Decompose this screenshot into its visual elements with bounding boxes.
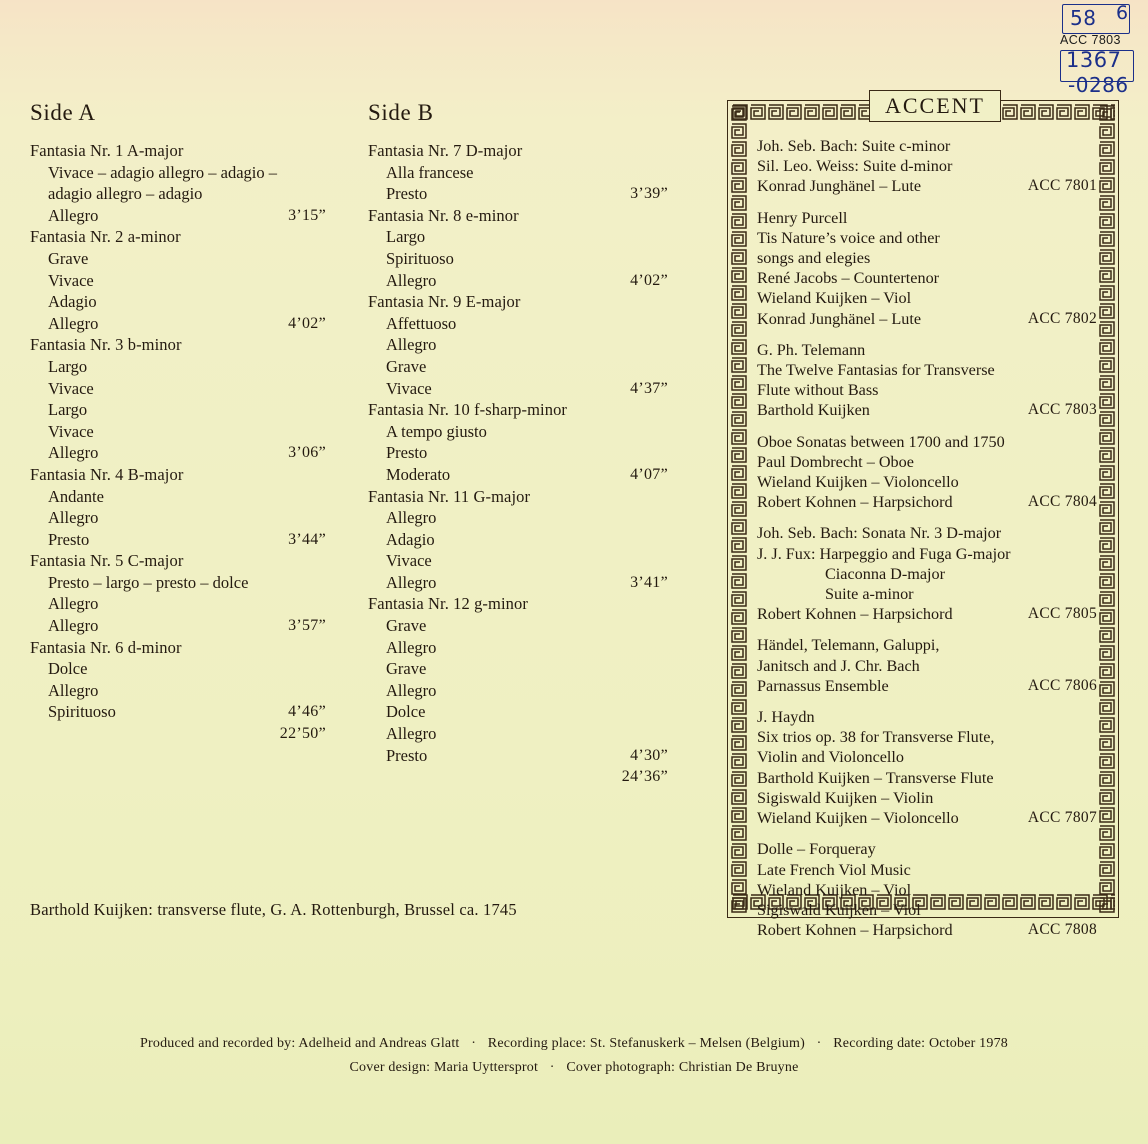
track-line bbox=[30, 680, 350, 702]
catalog-text: Ciaconna D-major bbox=[825, 564, 946, 583]
catalog-number: ACC 7807 bbox=[1027, 809, 1097, 827]
catalog-line bbox=[757, 380, 1097, 400]
track-line bbox=[368, 140, 668, 162]
track-duration: 4’02” bbox=[288, 314, 326, 332]
track-line bbox=[30, 464, 350, 486]
track-line bbox=[368, 680, 668, 702]
catalog-line bbox=[757, 400, 1097, 420]
movement-name: Vivace bbox=[386, 551, 432, 571]
catalog-line bbox=[757, 860, 1097, 880]
produced-by: Produced and recorded by: Adelheid and Andreas Glatt bbox=[140, 1036, 460, 1051]
movement-name: Largo bbox=[48, 356, 88, 376]
catalog-text: Händel, Telemann, Galuppi, bbox=[757, 636, 940, 655]
catalog-line bbox=[757, 768, 1097, 788]
catalog-line bbox=[757, 309, 1097, 329]
movement-name: Grave bbox=[48, 248, 89, 268]
catalog-entry bbox=[757, 136, 1097, 197]
work-title: Fantasia Nr. 11 G-major bbox=[368, 486, 531, 506]
catalog-line bbox=[757, 156, 1097, 176]
greek-key-border-left bbox=[730, 104, 748, 914]
work-title: Fantasia Nr. 1 A-major bbox=[30, 141, 184, 160]
work-title: Fantasia Nr. 7 D-major bbox=[368, 141, 523, 160]
handwritten-number-1367: 1367 bbox=[1066, 48, 1122, 72]
catalog-line bbox=[757, 564, 1097, 584]
catalog-text: Robert Kohnen – Harpsichord bbox=[757, 493, 953, 512]
movement-name: Allegro bbox=[48, 616, 99, 636]
recording-date: Recording date: October 1978 bbox=[833, 1036, 1008, 1051]
catalog-entry bbox=[757, 432, 1097, 513]
credit-separator-1: · bbox=[471, 1036, 477, 1051]
catalog-line bbox=[757, 635, 1097, 655]
track-line bbox=[30, 291, 350, 313]
catalog-text: The Twelve Fantasias for Transverse bbox=[757, 361, 995, 380]
catalog-line bbox=[757, 208, 1097, 228]
catalog-line bbox=[757, 808, 1097, 828]
catalog-text: Janitsch and J. Chr. Bach bbox=[757, 656, 920, 675]
catalog-text: Wieland Kuijken – Violoncello bbox=[757, 473, 959, 492]
catalog-entry bbox=[757, 707, 1097, 828]
movement-name: Vivace – adagio allegro – adagio – bbox=[48, 162, 278, 182]
movement-name: Allegro bbox=[386, 572, 437, 592]
catalog-line bbox=[757, 544, 1097, 564]
catalog-number: ACC 7804 bbox=[1027, 493, 1097, 511]
catalog-number: ACC 7808 bbox=[1027, 921, 1097, 939]
movement-name: Presto bbox=[386, 184, 428, 204]
movement-name: adagio allegro – adagio bbox=[48, 184, 203, 204]
track-line bbox=[368, 291, 668, 313]
work-title: Fantasia Nr. 3 b-minor bbox=[30, 335, 182, 355]
credits-line-2 bbox=[0, 1056, 1148, 1080]
catalog-text: Robert Kohnen – Harpsichord bbox=[757, 921, 953, 940]
track-duration: 4’02” bbox=[630, 271, 668, 289]
track-line bbox=[368, 356, 668, 378]
catalog-entry bbox=[757, 208, 1097, 329]
work-title: Fantasia Nr. 4 B-major bbox=[30, 464, 184, 484]
accent-catalog-list bbox=[757, 136, 1097, 951]
movement-name: Alla francese bbox=[386, 162, 474, 182]
catalog-text: songs and elegies bbox=[757, 249, 871, 268]
track-duration: 3’41” bbox=[630, 573, 668, 591]
track-line bbox=[368, 205, 668, 227]
movement-name: Adagio bbox=[48, 292, 97, 312]
catalog-text: Robert Kohnen – Harpsichord bbox=[757, 605, 953, 624]
track-line bbox=[368, 615, 668, 637]
catalog-text: Dolle – Forqueray bbox=[757, 840, 876, 859]
catalog-text: Wieland Kuijken – Violoncello bbox=[757, 809, 959, 828]
track-line bbox=[30, 529, 350, 551]
catalog-line bbox=[757, 839, 1097, 859]
catalog-line bbox=[757, 452, 1097, 472]
track-line bbox=[30, 140, 350, 162]
cover-design: Cover design: Maria Uyttersprot bbox=[349, 1060, 539, 1075]
printed-catalog-code: ACC 7803 bbox=[1060, 33, 1121, 47]
work-title: Fantasia Nr. 5 C-major bbox=[30, 551, 184, 571]
movement-name: Presto bbox=[386, 443, 428, 463]
track-line bbox=[368, 442, 668, 464]
movement-name: Allegro bbox=[386, 637, 437, 657]
work-title: Fantasia Nr. 2 a-minor bbox=[30, 227, 181, 247]
track-line bbox=[368, 745, 668, 767]
track-duration: 3’06” bbox=[288, 444, 326, 462]
work-title: Fantasia Nr. 10 f-sharp-minor bbox=[368, 400, 568, 420]
track-line bbox=[30, 334, 350, 356]
movement-name: Moderato bbox=[386, 464, 451, 484]
track-line bbox=[368, 486, 668, 508]
catalog-line bbox=[757, 492, 1097, 512]
track-duration: 4’07” bbox=[630, 465, 668, 483]
catalog-text: Barthold Kuijken – Transverse Flute bbox=[757, 768, 994, 787]
track-line bbox=[368, 421, 668, 443]
track-line bbox=[368, 723, 668, 745]
track-line bbox=[30, 399, 350, 421]
work-title: Fantasia Nr. 9 E-major bbox=[368, 292, 521, 312]
catalog-text: Paul Dombrecht – Oboe bbox=[757, 452, 914, 471]
cover-photograph: Cover photograph: Christian De Bruyne bbox=[566, 1060, 799, 1075]
catalog-entry bbox=[757, 523, 1097, 624]
catalog-line bbox=[757, 676, 1097, 696]
track-duration: 3’39” bbox=[630, 185, 668, 203]
track-line bbox=[30, 270, 350, 292]
movement-name: Allegro bbox=[48, 313, 99, 333]
credit-separator-3: · bbox=[549, 1060, 555, 1075]
movement-name: Grave bbox=[386, 356, 427, 376]
track-line bbox=[368, 464, 668, 486]
movement-name: A tempo giusto bbox=[386, 421, 487, 441]
recording-place: Recording place: St. Stefanuskerk – Melsen (Belgium) bbox=[487, 1036, 805, 1051]
track-duration: 4’46” bbox=[288, 703, 326, 721]
catalog-text: Henry Purcell bbox=[757, 208, 848, 227]
catalog-entry bbox=[757, 839, 1097, 940]
track-line bbox=[368, 701, 668, 723]
catalog-text: Parnassus Ensemble bbox=[757, 676, 889, 695]
track-line bbox=[30, 507, 350, 529]
catalog-text: Konrad Junghänel – Lute bbox=[757, 309, 922, 328]
movement-name: Allegro bbox=[48, 680, 99, 700]
movement-name: Affettuoso bbox=[386, 313, 457, 333]
track-line bbox=[30, 572, 350, 594]
performer-instrument-note: Barthold Kuijken: transverse flute, G. A. Rottenburgh, Brussel ca. 1745 bbox=[30, 900, 517, 919]
track-line bbox=[30, 205, 350, 227]
track-line bbox=[30, 421, 350, 443]
catalog-text: Suite a-minor bbox=[825, 585, 914, 604]
movement-name: Adagio bbox=[386, 529, 435, 549]
movement-name: Allegro bbox=[48, 508, 99, 528]
track-line bbox=[30, 637, 350, 659]
track-line bbox=[30, 183, 350, 205]
movement-name: Vivace bbox=[48, 378, 94, 398]
track-line bbox=[30, 615, 350, 637]
catalog-text: Tis Nature’s voice and other bbox=[757, 228, 940, 247]
track-line bbox=[30, 226, 350, 248]
track-line bbox=[368, 334, 668, 356]
catalog-text: Violin and Violoncello bbox=[757, 748, 905, 767]
movement-name: Allegro bbox=[48, 443, 99, 463]
catalog-text: Oboe Sonatas between 1700 and 1750 bbox=[757, 432, 1005, 451]
catalog-line bbox=[757, 584, 1097, 604]
catalog-text: G. Ph. Telemann bbox=[757, 340, 866, 359]
track-line bbox=[368, 226, 668, 248]
catalog-number: ACC 7802 bbox=[1027, 309, 1097, 327]
track-line bbox=[368, 270, 668, 292]
movement-name: Largo bbox=[386, 227, 426, 247]
side-b-title: Side B bbox=[368, 100, 434, 125]
side-b-tracklist bbox=[368, 140, 668, 766]
track-line bbox=[368, 183, 668, 205]
handwritten-number-58: 58 bbox=[1070, 6, 1097, 30]
track-duration: 3’44” bbox=[288, 530, 326, 548]
production-credits bbox=[0, 1032, 1148, 1080]
catalog-text: Joh. Seb. Bach: Suite c-minor bbox=[757, 137, 951, 155]
track-line bbox=[30, 486, 350, 508]
track-duration: 3’15” bbox=[288, 206, 326, 224]
catalog-number: ACC 7806 bbox=[1027, 676, 1097, 694]
work-title: Fantasia Nr. 12 g-minor bbox=[368, 594, 528, 614]
track-line bbox=[368, 399, 668, 421]
movement-name: Allegro bbox=[386, 335, 437, 355]
track-line bbox=[368, 162, 668, 184]
movement-name: Dolce bbox=[48, 659, 88, 679]
catalog-number: ACC 7803 bbox=[1027, 401, 1097, 419]
catalog-line bbox=[757, 176, 1097, 196]
track-line bbox=[368, 550, 668, 572]
handwritten-number-6: 6 bbox=[1116, 2, 1129, 24]
catalog-text: Wieland Kuijken – Viol bbox=[757, 289, 912, 308]
handwritten-number-0286: -0286 bbox=[1068, 73, 1129, 97]
catalog-line bbox=[757, 523, 1097, 543]
movement-name: Spirituoso bbox=[386, 248, 454, 268]
movement-name: Presto – largo – presto – dolce bbox=[48, 572, 249, 592]
side-a-tracklist bbox=[30, 140, 350, 723]
catalog-line bbox=[757, 472, 1097, 492]
track-line bbox=[368, 572, 668, 594]
catalog-text: Wieland Kuijken – Viol bbox=[757, 880, 912, 899]
catalog-entry bbox=[757, 635, 1097, 696]
catalog-text: Late French Viol Music bbox=[757, 860, 911, 879]
track-duration: 4’37” bbox=[630, 379, 668, 397]
accent-logo: ACCENT bbox=[869, 90, 1001, 122]
catalog-line bbox=[757, 656, 1097, 676]
catalog-text: Flute without Bass bbox=[757, 381, 879, 400]
accent-catalog-panel bbox=[727, 93, 1119, 940]
work-title: Fantasia Nr. 8 e-minor bbox=[368, 205, 519, 225]
track-line bbox=[30, 550, 350, 572]
track-line bbox=[30, 658, 350, 680]
movement-name: Allegro bbox=[386, 724, 437, 744]
movement-name: Dolce bbox=[386, 702, 426, 722]
greek-key-border-right bbox=[1098, 104, 1116, 914]
movement-name: Vivace bbox=[48, 421, 94, 441]
track-line bbox=[30, 248, 350, 270]
catalog-text: Sil. Leo. Weiss: Suite d-minor bbox=[757, 157, 953, 176]
catalog-line bbox=[757, 707, 1097, 727]
catalog-text: J. J. Fux: Harpeggio and Fuga G-major bbox=[757, 544, 1011, 563]
catalog-text: Sigiswald Kuijken – Viol bbox=[757, 900, 921, 919]
catalog-text: Konrad Junghänel – Lute bbox=[757, 177, 922, 196]
catalog-text: Barthold Kuijken bbox=[757, 401, 870, 420]
track-duration: 4’30” bbox=[630, 746, 668, 764]
catalog-line bbox=[757, 604, 1097, 624]
track-line bbox=[30, 378, 350, 400]
movement-name: Andante bbox=[48, 486, 104, 506]
catalog-line bbox=[757, 340, 1097, 360]
movement-name: Allegro bbox=[48, 594, 99, 614]
catalog-line bbox=[757, 228, 1097, 248]
catalog-entry bbox=[757, 340, 1097, 421]
track-line bbox=[30, 442, 350, 464]
track-line bbox=[368, 658, 668, 680]
movement-name: Presto bbox=[386, 745, 428, 765]
movement-name: Vivace bbox=[386, 378, 432, 398]
catalog-text: J. Haydn bbox=[757, 708, 815, 727]
side-b-column bbox=[368, 100, 668, 788]
catalog-line bbox=[757, 900, 1097, 920]
movement-name: Spirituoso bbox=[48, 702, 116, 722]
track-line bbox=[30, 356, 350, 378]
catalog-number: ACC 7801 bbox=[1027, 177, 1097, 195]
catalog-text: René Jacobs – Countertenor bbox=[757, 269, 940, 288]
track-line bbox=[30, 701, 350, 723]
catalog-text: Six trios op. 38 for Transverse Flute, bbox=[757, 728, 995, 747]
catalog-line bbox=[757, 747, 1097, 767]
track-line bbox=[368, 507, 668, 529]
work-title: Fantasia Nr. 6 d-minor bbox=[30, 637, 182, 657]
track-duration: 3’57” bbox=[288, 617, 326, 635]
catalog-line bbox=[757, 288, 1097, 308]
movement-name: Allegro bbox=[386, 508, 437, 528]
catalog-line bbox=[757, 248, 1097, 268]
movement-name: Allegro bbox=[48, 205, 99, 225]
credit-separator-2: · bbox=[816, 1036, 822, 1051]
track-line bbox=[368, 529, 668, 551]
catalog-line bbox=[757, 727, 1097, 747]
movement-name: Grave bbox=[386, 616, 427, 636]
track-line bbox=[368, 378, 668, 400]
track-line bbox=[368, 593, 668, 615]
side-b-total-time: 24’36” bbox=[621, 768, 668, 786]
catalog-line bbox=[757, 136, 1097, 156]
track-line bbox=[30, 313, 350, 335]
movement-name: Allegro bbox=[386, 270, 437, 290]
catalog-number: ACC 7805 bbox=[1027, 605, 1097, 623]
catalog-text: Sigiswald Kuijken – Violin bbox=[757, 788, 934, 807]
movement-name: Vivace bbox=[48, 270, 94, 290]
movement-name: Grave bbox=[386, 659, 427, 679]
track-line bbox=[30, 162, 350, 184]
credits-line-1 bbox=[0, 1032, 1148, 1056]
track-line bbox=[30, 593, 350, 615]
catalog-line bbox=[757, 360, 1097, 380]
catalog-line bbox=[757, 268, 1097, 288]
catalog-line bbox=[757, 920, 1097, 940]
track-line bbox=[368, 248, 668, 270]
side-a-total-time: 22’50” bbox=[279, 725, 326, 743]
catalog-line bbox=[757, 432, 1097, 452]
movement-name: Presto bbox=[48, 529, 90, 549]
catalog-line bbox=[757, 880, 1097, 900]
catalog-line bbox=[757, 788, 1097, 808]
catalog-text: Joh. Seb. Bach: Sonata Nr. 3 D-major bbox=[757, 524, 1002, 543]
movement-name: Largo bbox=[48, 400, 88, 420]
track-line bbox=[368, 313, 668, 335]
movement-name: Allegro bbox=[386, 680, 437, 700]
side-a-title: Side A bbox=[30, 100, 96, 125]
track-line bbox=[368, 637, 668, 659]
side-a-column bbox=[30, 100, 350, 745]
